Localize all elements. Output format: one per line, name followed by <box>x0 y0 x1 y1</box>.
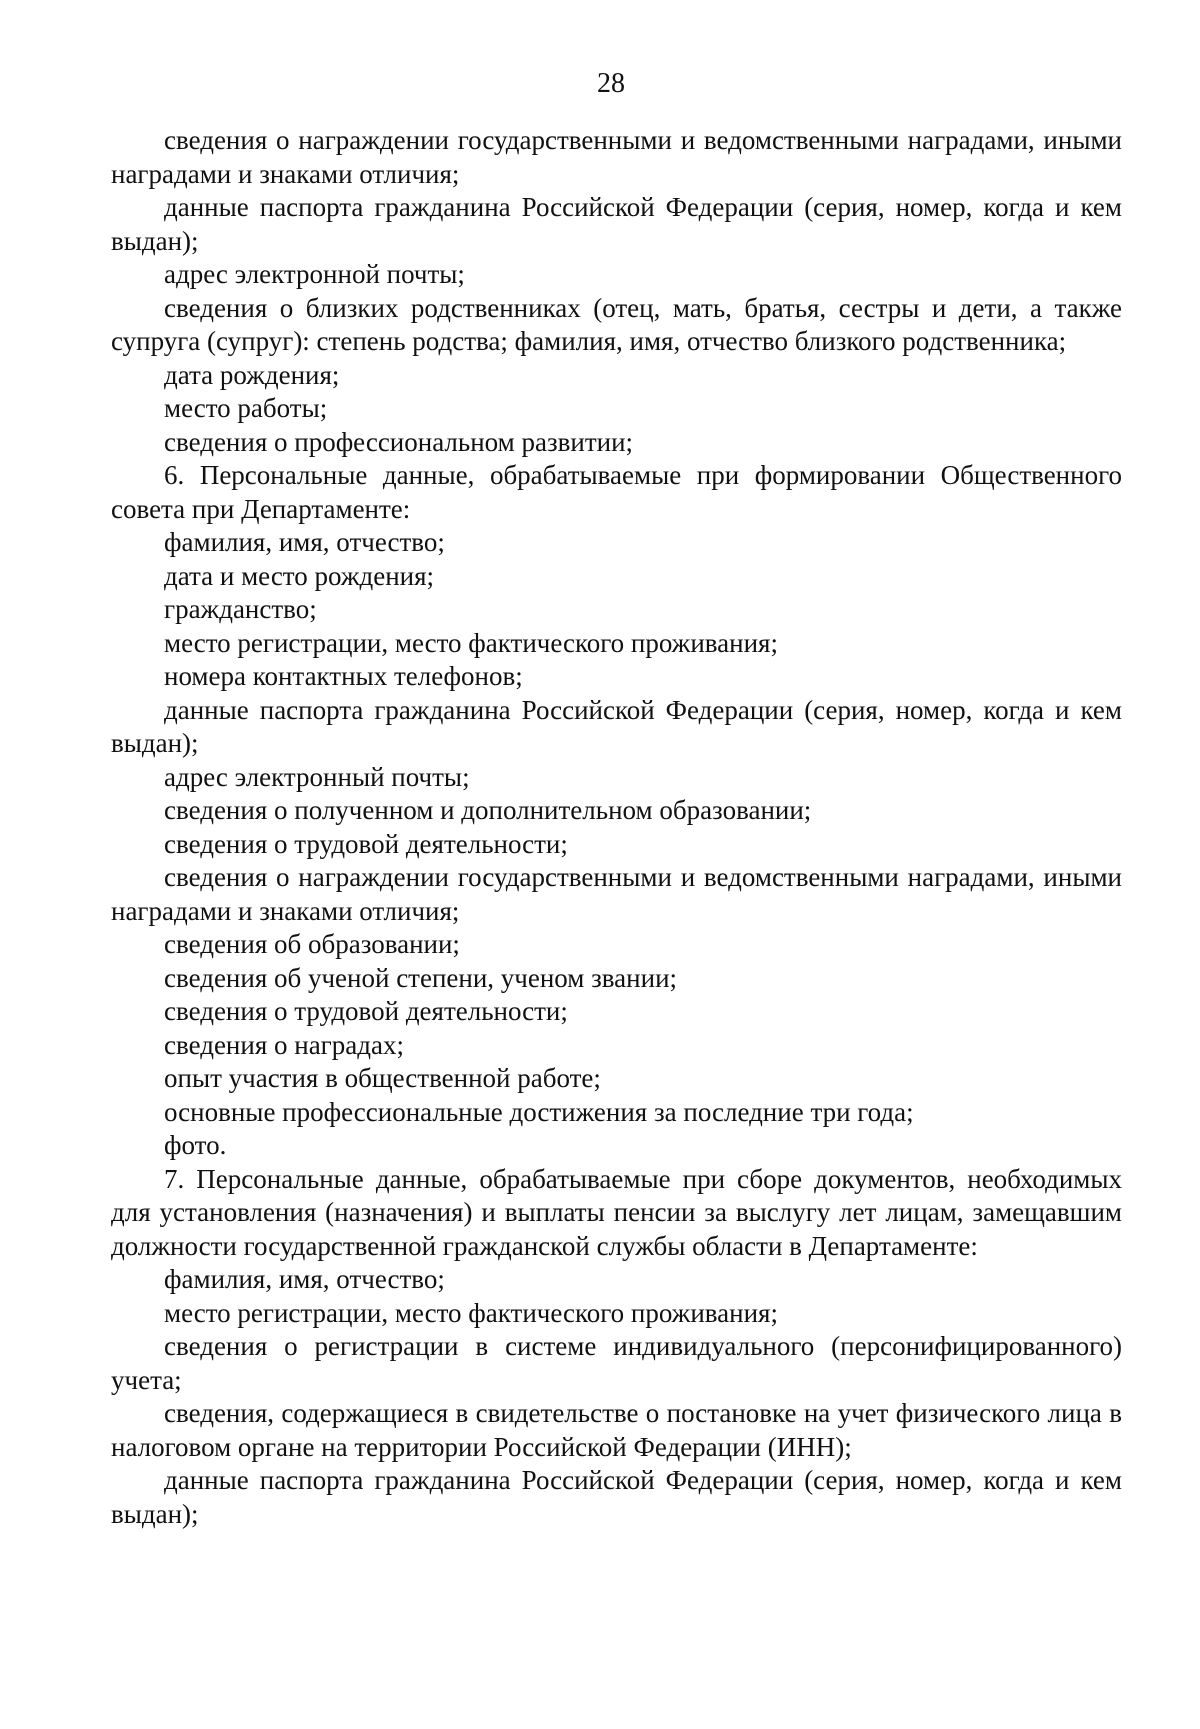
paragraph: сведения о полученном и дополнительном образовании; <box>164 795 812 825</box>
paragraph: данные паспорта гражданина Российской Федерации (серия, номер, когда и кем выдан); <box>111 694 1122 758</box>
paragraph: опыт участия в общественной работе; <box>164 1063 601 1093</box>
paragraph: сведения о награждении государственными и ведомственными наградами, иными наградами и знаками отличия; <box>111 862 1122 926</box>
paragraph: сведения об ученой степени, ученом звании; <box>164 962 678 993</box>
paragraph: место регистрации, место фактического проживания; <box>164 627 778 658</box>
paragraph: фамилия, имя, отчество; <box>164 527 445 557</box>
paragraph: данные паспорта гражданина Российской Федерации (серия, номер, когда и кем выдан); <box>111 1465 1122 1529</box>
paragraph: место регистрации, место фактического проживания; <box>164 1297 778 1328</box>
paragraph: сведения о трудовой деятельности; <box>164 996 568 1026</box>
paragraph: сведения об образовании; <box>164 929 460 959</box>
paragraph: сведения о трудовой деятельности; <box>164 828 568 859</box>
paragraph: данные паспорта гражданина Российской Федерации (серия, номер, когда и кем выдан); <box>111 192 1122 256</box>
paragraph: дата и место рождения; <box>164 560 435 591</box>
document-body <box>111 124 1122 1531</box>
paragraph: сведения о наградах; <box>164 1029 404 1060</box>
paragraph: номера контактных телефонов; <box>164 661 523 691</box>
paragraph: адрес электронной почты; <box>164 259 465 289</box>
paragraph: сведения о регистрации в системе индивидуального (персонифицированного) учета; <box>111 1331 1122 1395</box>
paragraph: гражданство; <box>164 594 317 624</box>
paragraph: место работы; <box>164 393 328 423</box>
paragraph: дата рождения; <box>164 359 340 390</box>
paragraph: адрес электронный почты; <box>164 761 470 792</box>
page-number: 28 <box>597 68 625 99</box>
paragraph: сведения, содержащиеся в свидетельстве о постановке на учет физического лица в налоговом органе на территории Российской Федерации (ИНН); <box>111 1398 1122 1462</box>
paragraph: основные профессиональные достижения за последние три года; <box>164 1096 914 1127</box>
paragraph: сведения о профессиональном развитии; <box>164 426 634 457</box>
section-7-heading: 7. Персональные данные, обрабатываемые при сборе документов, необходимых для установления (назначения) и выплаты пенсии за выслугу лет лицам, замещавшим должности государственной гражданской службы области в Департаменте: <box>111 1163 1122 1261</box>
paragraph: сведения о близких родственниках (отец, мать, братья, сестры и дети, а также супруга (супруг): степень родства; фамилия, имя, отчество близкого родственника; <box>111 292 1122 356</box>
paragraph: фото. <box>164 1130 227 1160</box>
section-6-heading: 6. Персональные данные, обрабатываемые при формировании Общественного совета при Департаменте: <box>111 460 1122 524</box>
paragraph: сведения о награждении государственными и ведомственными наградами, иными наградами и знаками отличия; <box>111 125 1122 189</box>
paragraph: фамилия, имя, отчество; <box>164 1264 445 1294</box>
